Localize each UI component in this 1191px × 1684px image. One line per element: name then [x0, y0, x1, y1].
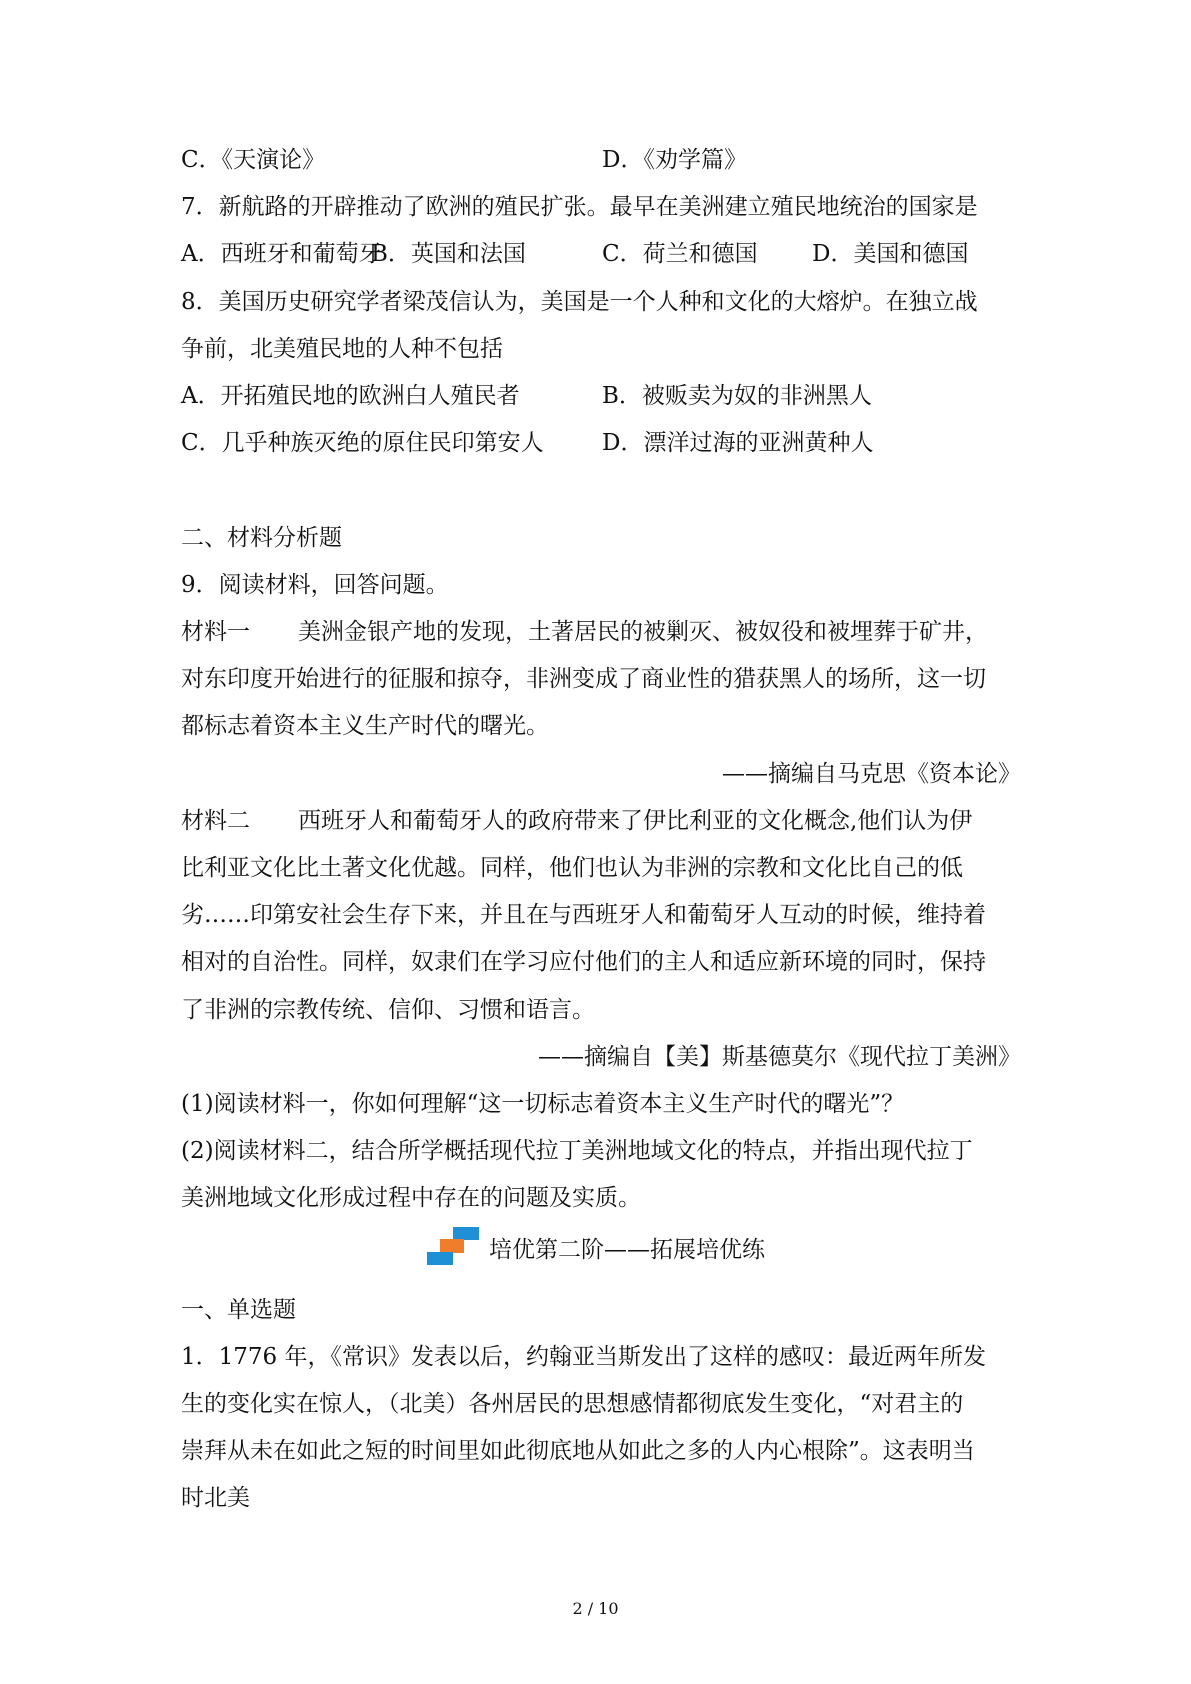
q8-stem-line1: 8．美国历史研究学者梁茂信认为，美国是一个人种和文化的大熔炉。在独立战 [181, 289, 978, 315]
q1-line3: 崇拜从未在如此之短的时间里如此彻底地从如此之多的人内心根除”。这表明当 [181, 1438, 975, 1464]
q1-line4: 时北美 [181, 1485, 250, 1511]
q6-option-c: C．《天演论》 [181, 147, 326, 173]
stairs-logo-icon [427, 1227, 481, 1269]
q7-option-d: D．美国和德国 [812, 241, 969, 267]
q1-line1: 1．1776 年，《常识》发表以后，约翰亚当斯发出了这样的感叹：最近两年所发 [181, 1344, 986, 1370]
q9-material2-label: 材料二 [181, 808, 250, 834]
q8-option-c: C．几乎种族灭绝的原住民印第安人 [181, 430, 544, 456]
q9-material1-line3: 都标志着资本主义生产时代的曙光。 [181, 713, 549, 739]
q9-material2-line4: 相对的自治性。同样，奴隶们在学习应付他们的主人和适应新环境的同时，保持 [181, 949, 986, 975]
page-number: 2 / 10 [572, 1599, 619, 1618]
q7-option-c: C．荷兰和德国 [602, 241, 758, 267]
q8-stem-line2: 争前，北美殖民地的人种不包括 [181, 336, 503, 362]
q9-material1-source: ——摘编自马克思《资本论》 [722, 761, 1021, 787]
q9-material2-line2: 比利亚文化比土著文化优越。同样，他们也认为非洲的宗教和文化比自己的低 [181, 855, 963, 881]
q6-option-d: D．《劝学篇》 [602, 147, 747, 173]
section-banner [0, 1225, 1191, 1273]
q7-option-a: A．西班牙和葡萄牙 [181, 241, 382, 267]
q9-material1-text: 美洲金银产地的发现，土著居民的被剿灭、被奴役和被埋葬于矿井， [298, 619, 988, 645]
q9-subquestion-2-line2: 美洲地域文化形成过程中存在的问题及实质。 [181, 1185, 641, 1211]
q1-line2: 生的变化实在惊人，（北美）各州居民的思想感情都彻底发生变化，“对君主的 [181, 1391, 964, 1417]
section-title-material-analysis: 二、材料分析题 [181, 525, 342, 551]
q9-material2-line1 [181, 804, 1021, 838]
banner-title: 培优第二阶——拓展培优练 [489, 1237, 765, 1263]
q9-subquestion-2-line1: (2)阅读材料二，结合所学概括现代拉丁美洲地域文化的特点，并指出现代拉丁 [181, 1138, 973, 1164]
q9-material2-line3: 劣……印第安社会生存下来，并且在与西班牙人和葡萄牙人互动的时候，维持着 [181, 902, 986, 928]
q8-option-d: D．漂洋过海的亚洲黄种人 [602, 430, 874, 456]
q8-option-b: B．被贩卖为奴的非洲黑人 [602, 383, 872, 409]
q8-option-a: A．开拓殖民地的欧洲白人殖民者 [181, 383, 520, 409]
q9-subquestion-1: (1)阅读材料一，你如何理解“这一切标志着资本主义生产时代的曙光”？ [181, 1091, 905, 1117]
q9-material1-label: 材料一 [181, 619, 250, 645]
q9-material2-line5: 了非洲的宗教传统、信仰、习惯和语言。 [181, 997, 595, 1023]
section-title-single-choice: 一、单选题 [181, 1297, 296, 1323]
q7-stem: 7．新航路的开辟推动了欧洲的殖民扩张。最早在美洲建立殖民地统治的国家是 [181, 194, 978, 220]
q9-stem: 9．阅读材料，回答问题。 [181, 572, 449, 598]
q7-option-b: B．英国和法国 [371, 241, 526, 267]
q9-material2-source: ——摘编自【美】斯基德莫尔《现代拉丁美洲》 [538, 1044, 1021, 1070]
q9-material1-line1 [181, 615, 1021, 649]
q9-material2-text: 西班牙人和葡萄牙人的政府带来了伊比利亚的文化概念,他们认为伊 [298, 808, 973, 834]
q9-material1-line2: 对东印度开始进行的征服和掠夺，非洲变成了商业性的猎获黑人的场所，这一切 [181, 666, 986, 692]
